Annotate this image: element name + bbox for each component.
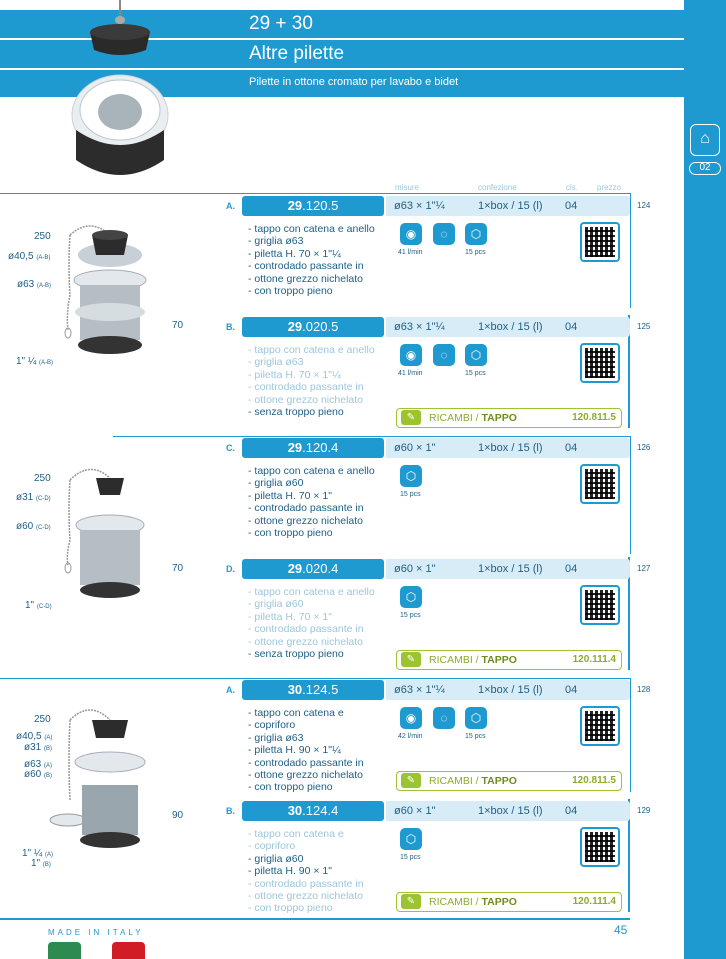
- pcs-label: 15 pcs: [465, 733, 486, 740]
- dim-height-1: 70: [172, 320, 184, 331]
- item-confezione: 1×box / 15 (l): [478, 442, 543, 454]
- spare-code: 120.811.5: [572, 775, 616, 786]
- wrench-icon: ✎: [401, 773, 421, 788]
- qr-code-icon[interactable]: [580, 706, 620, 746]
- flag-green-icon: [48, 942, 81, 959]
- spare-part-box: [396, 650, 622, 670]
- item-confezione: 1×box / 15 (l): [478, 684, 543, 696]
- item-confezione: 1×box / 15 (l): [478, 321, 543, 333]
- spare-part-box: [396, 892, 622, 912]
- desc-line: - tappo con catena e anello: [248, 344, 375, 356]
- item-cls: 04: [565, 442, 578, 454]
- flow-label: 41 l/min: [398, 249, 423, 256]
- col-head-prezzo: prezzo: [597, 183, 622, 192]
- box-icon: ⬡: [400, 465, 422, 487]
- desc-line: - piletta H. 70 × 1"¼: [248, 368, 341, 381]
- item-cls: 04: [565, 321, 578, 333]
- desc-line: - controdado passante in: [248, 502, 364, 515]
- item-description: [248, 586, 388, 660]
- item-ref: 125: [637, 322, 651, 331]
- section-subtitle: Pilette in ottone cromato per lavabo e bidet: [249, 76, 459, 88]
- dim-thread-2: 1" (C-D): [25, 600, 52, 611]
- desc-line: - tappo con catena e anello: [248, 586, 375, 598]
- desc-line: - tappo con catena e anello: [248, 223, 375, 235]
- item-code[interactable]: 29.120.4: [242, 438, 384, 458]
- item-ref: 124: [637, 201, 651, 210]
- dim-grid-3a: ø40,5 (A): [16, 731, 53, 742]
- dim-thread-3a: 1" ¼ (A): [22, 848, 54, 859]
- flow-label: 41 l/min: [398, 370, 423, 377]
- dim-thread-3b: 1" (B): [31, 858, 51, 869]
- item-misura: ø63 × 1"¼: [394, 684, 445, 696]
- desc-line: - tappo con catena e: [248, 707, 344, 719]
- flow-label: 42 l/min: [398, 733, 423, 740]
- drawing-30: [40, 690, 190, 870]
- desc-line: - copriforo: [248, 719, 296, 732]
- desc-line: - controdado passante in: [248, 756, 364, 769]
- sink-icon: ⌂: [690, 124, 720, 156]
- item-ref: 127: [637, 564, 651, 573]
- item-letter: C.: [226, 443, 235, 453]
- qr-code-icon[interactable]: [580, 827, 620, 867]
- desc-line: - ottone grezzo nichelato: [248, 272, 363, 285]
- item-ref: 128: [637, 685, 651, 694]
- spare-label: RICAMBI / TAPPO: [429, 775, 517, 787]
- dim-height-2: 70: [172, 563, 184, 574]
- pcs-label: 15 pcs: [400, 612, 421, 619]
- item-description: [248, 344, 388, 418]
- item-confezione: 1×box / 15 (l): [478, 805, 543, 817]
- desc-line: - con troppo pieno: [248, 902, 333, 915]
- wrench-icon: ✎: [401, 410, 421, 425]
- dim-flange-2: ø60 (C-D): [16, 521, 51, 532]
- desc-line: - con troppo pieno: [248, 285, 333, 298]
- dim-chain-2: 250: [34, 473, 51, 484]
- section-title: Altre pilette: [249, 43, 345, 64]
- item-spec-bar: [386, 196, 630, 216]
- flag-red-icon: [112, 942, 145, 959]
- item-spec-bar: [386, 680, 630, 700]
- desc-line: - griglia ø63: [248, 356, 304, 369]
- spare-label: RICAMBI / TAPPO: [429, 654, 517, 666]
- desc-line: - piletta H. 70 × 1"¼: [248, 247, 341, 260]
- col-head-confezione: confezione: [478, 183, 517, 192]
- desc-line: - senza troppo pieno: [248, 648, 344, 661]
- item-description: [248, 828, 388, 915]
- dim-chain-3: 250: [34, 714, 51, 725]
- item-code[interactable]: 30.124.5: [242, 680, 384, 700]
- item-cls: 04: [565, 805, 578, 817]
- desc-line: - controdado passante in: [248, 623, 364, 636]
- item-confezione: 1×box / 15 (l): [478, 200, 543, 212]
- item-code[interactable]: 29.020.4: [242, 559, 384, 579]
- overflow-icon: ◌: [433, 707, 455, 729]
- dim-flange-3a: ø63 (A): [24, 759, 53, 770]
- pcs-label: 15 pcs: [400, 491, 421, 498]
- item-spec-bar: [386, 801, 630, 821]
- desc-line: - piletta H. 70 × 1": [248, 610, 332, 623]
- item-description: [248, 465, 388, 539]
- desc-line: - ottone grezzo nichelato: [248, 890, 363, 903]
- spare-label: RICAMBI / TAPPO: [429, 896, 517, 908]
- item-misura: ø60 × 1": [394, 442, 436, 454]
- pcs-label: 15 pcs: [400, 854, 421, 861]
- desc-line: - tappo con catena e: [248, 828, 344, 840]
- made-in-italy: MADE IN ITALY: [48, 928, 144, 937]
- item-ref: 126: [637, 443, 651, 452]
- box-icon: ⬡: [465, 223, 487, 245]
- dim-thread-1: 1" ¼ (A-B): [16, 356, 54, 367]
- item-code[interactable]: 29.120.5: [242, 196, 384, 216]
- item-spec-bar: [386, 438, 630, 458]
- overflow-icon: ◌: [433, 223, 455, 245]
- desc-line: - piletta H. 90 × 1": [248, 865, 332, 878]
- spare-part-box: [396, 771, 622, 791]
- item-misura: ø63 × 1"¼: [394, 200, 445, 212]
- item-code[interactable]: 29.020.5: [242, 317, 384, 337]
- desc-line: - con troppo pieno: [248, 781, 333, 794]
- desc-line: - piletta H. 70 × 1": [248, 489, 332, 502]
- box-icon: ⬡: [465, 707, 487, 729]
- item-letter: A.: [226, 685, 235, 695]
- spare-code: 120.111.4: [572, 896, 616, 907]
- item-description: [248, 707, 388, 794]
- box-icon: ⬡: [400, 586, 422, 608]
- page-tag: 02: [689, 162, 721, 175]
- desc-line: - ottone grezzo nichelato: [248, 769, 363, 782]
- desc-line: - controdado passante in: [248, 381, 364, 394]
- spare-part-box: [396, 408, 622, 428]
- item-spec-bar: [386, 559, 630, 579]
- dim-chain-1: 250: [34, 231, 51, 242]
- desc-line: - controdado passante in: [248, 260, 364, 273]
- desc-line: - griglia ø60: [248, 852, 304, 865]
- desc-line: - ottone grezzo nichelato: [248, 514, 363, 527]
- item-letter: A.: [226, 201, 235, 211]
- desc-line: - copriforo: [248, 840, 296, 853]
- dim-grid-3b: ø31 (B): [24, 742, 53, 753]
- desc-line: - griglia ø60: [248, 598, 304, 611]
- item-misura: ø63 × 1"¼: [394, 321, 445, 333]
- box-icon: ⬡: [465, 344, 487, 366]
- flow-icon: ◉: [400, 344, 422, 366]
- desc-line: - ottone grezzo nichelato: [248, 635, 363, 648]
- flow-icon: ◉: [400, 223, 422, 245]
- col-head-misure: misure: [395, 183, 420, 192]
- item-confezione: 1×box / 15 (l): [478, 563, 543, 575]
- desc-line: - griglia ø63: [248, 731, 304, 744]
- desc-line: - tappo con catena e anello: [248, 465, 375, 477]
- item-cls: 04: [565, 563, 578, 575]
- section-number: 29 + 30: [249, 13, 313, 34]
- dim-flange-3b: ø60 (B): [24, 769, 53, 780]
- desc-line: - griglia ø63: [248, 235, 304, 248]
- drawing-29-5: [40, 205, 190, 375]
- desc-line: - griglia ø60: [248, 477, 304, 490]
- desc-line: - piletta H. 90 × 1"¼: [248, 744, 341, 757]
- spare-code: 120.811.5: [572, 412, 616, 423]
- side-tab: [684, 0, 726, 959]
- desc-line: - ottone grezzo nichelato: [248, 393, 363, 406]
- desc-line: - controdado passante in: [248, 877, 364, 890]
- wrench-icon: ✎: [401, 894, 421, 909]
- qr-code-icon[interactable]: [580, 222, 620, 262]
- dim-flange-1: ø63 (A-B): [17, 279, 52, 290]
- spare-code: 120.111.4: [572, 654, 616, 665]
- desc-line: - con troppo pieno: [248, 527, 333, 540]
- overflow-icon: ◌: [433, 344, 455, 366]
- item-cls: 04: [565, 200, 578, 212]
- footer-line: [0, 918, 630, 920]
- page-number: 45: [614, 923, 628, 937]
- pcs-label: 15 pcs: [465, 249, 486, 256]
- qr-code-icon[interactable]: [580, 464, 620, 504]
- dim-grid-2: ø31 (C-D): [16, 492, 51, 503]
- flow-icon: ◉: [400, 707, 422, 729]
- wrench-icon: ✎: [401, 652, 421, 667]
- desc-line: - senza troppo pieno: [248, 406, 344, 419]
- spare-label: RICAMBI / TAPPO: [429, 412, 517, 424]
- item-letter: B.: [226, 806, 235, 816]
- item-description: [248, 223, 388, 297]
- item-letter: D.: [226, 564, 235, 574]
- item-misura: ø60 × 1": [394, 805, 436, 817]
- item-cls: 04: [565, 684, 578, 696]
- item-spec-bar: [386, 317, 630, 337]
- item-code[interactable]: 30.124.4: [242, 801, 384, 821]
- box-icon: ⬡: [400, 828, 422, 850]
- pcs-label: 15 pcs: [465, 370, 486, 377]
- item-letter: B.: [226, 322, 235, 332]
- item-ref: 129: [637, 806, 651, 815]
- hero-product-image: [68, 0, 172, 190]
- qr-code-icon[interactable]: [580, 585, 620, 625]
- drawing-29-4: [40, 450, 190, 620]
- dim-grid-1: ø40,5 (A-B): [8, 251, 51, 262]
- item-misura: ø60 × 1": [394, 563, 436, 575]
- col-head-cls: cls.: [566, 183, 578, 192]
- qr-code-icon[interactable]: [580, 343, 620, 383]
- dim-height-3: 90: [172, 810, 184, 821]
